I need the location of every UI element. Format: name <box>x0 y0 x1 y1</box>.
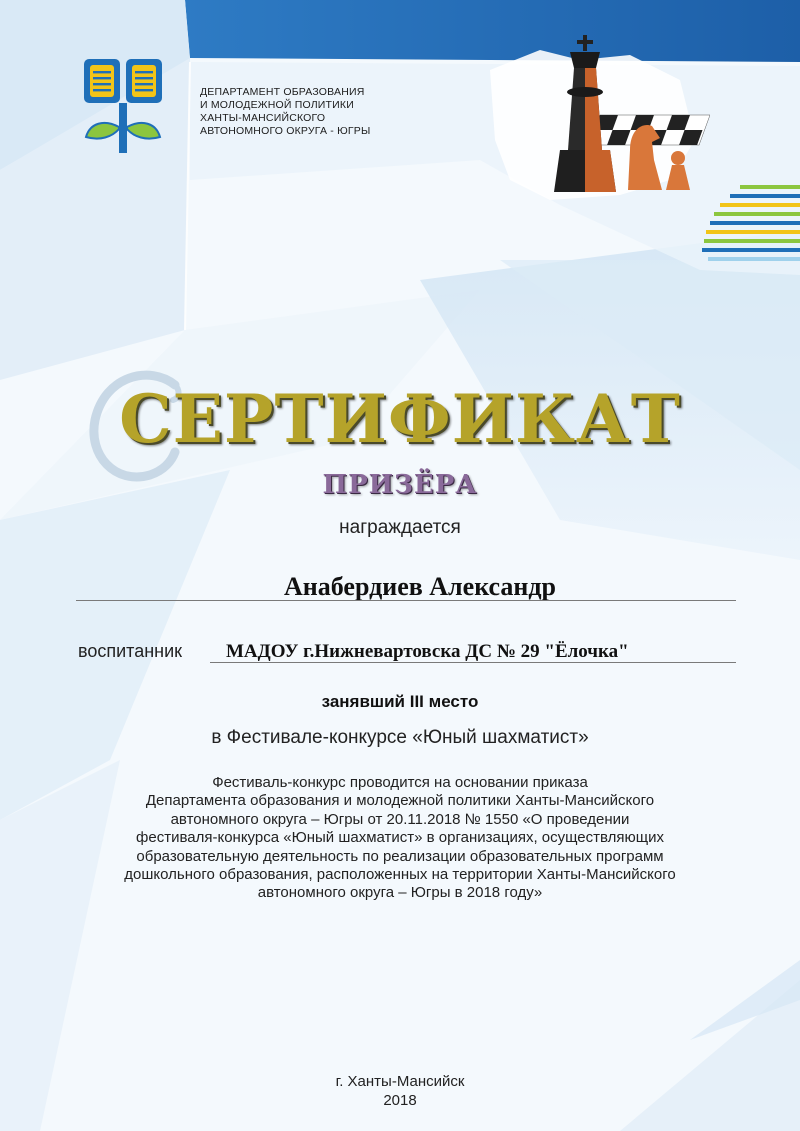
basis-line: Департамента образования и молодежной политики Ханты-Мансийского <box>145 792 655 810</box>
basis-line: фестиваля-конкурса «Юный шахматист» в организациях, осуществляющих <box>136 829 664 847</box>
basis-line: автономного округа – Югры в 2018 году» <box>257 884 543 902</box>
recipient-name: Анабердиев Александр <box>284 572 556 601</box>
basis-line: Фестиваль-конкурс проводится на основании приказа <box>212 774 588 791</box>
certificate-subtitle: ПРИЗЁРА <box>322 470 478 500</box>
chess-pieces-icon <box>470 30 710 220</box>
basis-text <box>80 774 720 903</box>
recipient-underline <box>76 600 736 601</box>
basis-line: образовательную деятельность по реализации образовательных программ <box>136 847 664 865</box>
dept-line: ДЕПАРТАМЕНТ ОБРАЗОВАНИЯ <box>200 86 365 98</box>
contest-name: в Фестивале-конкурсе «Юный шахматист» <box>211 727 589 748</box>
school-underline <box>210 662 736 663</box>
basis-line: дошкольного образования, расположенных на территории Ханты-Мансийского <box>124 866 676 884</box>
dept-line: ХАНТЫ-МАНСИЙСКОГО <box>200 112 326 124</box>
certificate-title: СЕРТИФИКАТ <box>119 380 681 458</box>
department-name <box>200 86 370 138</box>
place-text: занявший III место <box>321 692 479 711</box>
pupil-label: воспитанник <box>78 641 183 661</box>
basis-line: автономного округа – Югры от 20.11.2018 № 1550 «О проведении <box>170 810 630 828</box>
book-leaf-logo-icon <box>82 57 164 161</box>
awarded-label: награждается <box>339 517 461 538</box>
footer-year: 2018 <box>383 1092 417 1109</box>
school-name: МАДОУ г.Нижневартовска ДС № 29 "Ёлочка" <box>226 641 629 662</box>
dept-line: И МОЛОДЕЖНОЙ ПОЛИТИКИ <box>200 99 354 111</box>
stripes-decoration <box>700 180 800 280</box>
footer-city: г. Ханты-Мансийск <box>335 1073 465 1090</box>
dept-line: АВТОНОМНОГО ОКРУГА - ЮГРЫ <box>200 125 371 137</box>
